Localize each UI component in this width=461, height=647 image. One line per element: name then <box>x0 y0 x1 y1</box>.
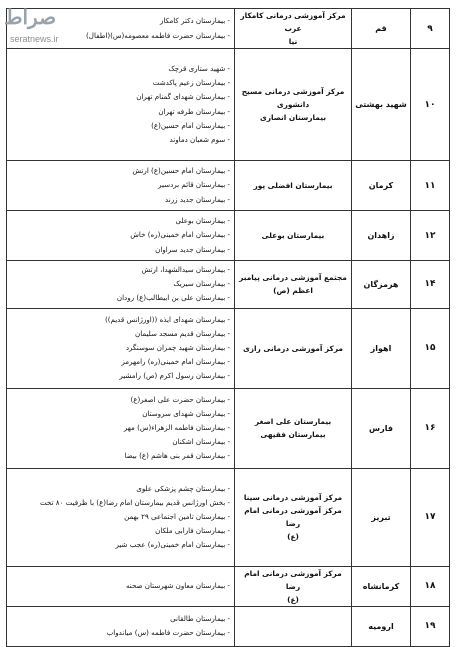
center-cell <box>235 49 352 161</box>
row-number: ۱۶ <box>411 388 450 468</box>
row-number: ۱۷ <box>411 468 450 566</box>
hospital-item: - بیمارستان چشم پزشکی علوی <box>136 483 230 493</box>
hospitals-cell <box>7 49 235 161</box>
province-cell: ارومیه <box>352 606 411 646</box>
table-row <box>7 308 450 388</box>
hospital-item: - بیمارستان جدید زرند <box>165 194 230 204</box>
hospitals-cell <box>7 161 235 211</box>
center-line: بیمارستان انصاری <box>259 113 327 122</box>
center-line: بیمارستان بوعلی <box>261 231 325 240</box>
row-number: ۹ <box>411 9 450 49</box>
province-cell: فارس <box>352 388 411 468</box>
hospitals-cell <box>7 388 235 468</box>
center-cell <box>235 211 352 261</box>
hospital-item: - بیمارستان امام خمینی(ره) خاش <box>130 230 230 240</box>
table-row <box>7 566 450 606</box>
hospitals-cell <box>7 566 235 606</box>
hospitals-cell <box>7 261 235 309</box>
table-row <box>7 261 450 309</box>
center-line: نیا <box>288 37 298 46</box>
row-number: ۱۲ <box>411 211 450 261</box>
hospital-item: - بیمارستان طالقانی <box>170 613 230 623</box>
center-cell <box>235 261 352 309</box>
hospital-item: - بیمارستان حضرت فاطمه معصومه(س)(اطفال) <box>86 30 230 40</box>
center-line: بیمارستان فقیهی <box>260 430 326 440</box>
center-line: بیمارستان افضلی پور <box>253 181 333 190</box>
hospital-item: - بیمارستان طرفه تهران <box>158 106 230 116</box>
province-cell: کرمانشاه <box>352 566 411 606</box>
row-number: ۱۹ <box>411 606 450 646</box>
center-line: بیمارستان علی اصغر <box>254 417 332 427</box>
hospitals-cell <box>7 308 235 388</box>
center-line: مرکز آموزشی درمانی امام رضا <box>244 568 342 591</box>
hospital-item: - بیمارستان قائم بردسیر <box>158 180 230 190</box>
hospitals-cell <box>7 606 235 646</box>
hospital-item: - بیمارستان امام حسین(ع) <box>151 120 230 130</box>
row-number: ۱۴ <box>411 261 450 309</box>
center-line: مرکز آموزشی درمانی مسیح <box>241 87 345 96</box>
province-cell: شهید بهشتی <box>352 49 411 161</box>
hospital-item: - بیمارستان اشکنان <box>172 437 230 447</box>
hospital-item: - بیمارستان فارابی ملکان <box>155 526 230 536</box>
hospital-item: - بیمارستان شهدای ایذه ((اورژانس قدیم)) <box>104 314 230 324</box>
table-row <box>7 606 450 646</box>
center-line: مرکز آموزشی درمانی سینا <box>243 493 343 503</box>
table-row <box>7 9 450 49</box>
center-cell <box>235 566 352 606</box>
hospital-item: - بیمارستان رسول اکرم (ص) رامشیر <box>119 371 230 381</box>
center-line: مرکز آموزشی درمانی کامکار عرب <box>240 11 346 33</box>
province-cell: تبریز <box>352 468 411 566</box>
row-number: ۱۱ <box>411 161 450 211</box>
hospital-item: - بیمارستان شهدای سروستان <box>142 408 230 418</box>
province-cell: زاهدان <box>352 211 411 261</box>
hospital-table <box>6 8 450 647</box>
center-line: (ع) <box>287 532 299 542</box>
hospital-item: - بیمارستان قمر بنی هاشم (ع) بیضا <box>124 451 230 461</box>
hospital-item: - بیمارستان علی بن ابیطالب(ع) رودان <box>116 293 230 303</box>
hospital-item: - بیمارستان معاون شهرستان صحنه <box>126 581 230 590</box>
hospital-item: - بیمارستان دکتر کامکار <box>159 16 230 26</box>
watermark-logo: صراط <box>4 5 57 29</box>
hospital-item: - بخش اورژانس قدیم بیمارستان امام رضا(ع) با ظرفیت ۸۰ تخت <box>39 497 230 507</box>
hospital-item: - بیمارستان شهید چمران سوسنگرد <box>125 343 230 352</box>
province-cell: هرمزگان <box>352 261 411 309</box>
province-cell: اهواز <box>352 308 411 388</box>
hospital-item: - بیمارستان حضرت فاطمه (س) میاندواب <box>106 628 230 638</box>
province-cell: قم <box>352 9 411 49</box>
table-row <box>7 211 450 261</box>
table-row <box>7 468 450 566</box>
hospitals-cell <box>7 211 235 261</box>
province-cell: کرمان <box>352 161 411 211</box>
center-line: مرکز آموزشی درمانی رازی <box>243 343 343 353</box>
row-number: ۱۰ <box>411 49 450 161</box>
center-cell <box>235 388 352 468</box>
row-number: ۱۸ <box>411 566 450 606</box>
hospital-item: - بیمارستان فاطمه الزهراء(س) مهر <box>123 423 230 432</box>
table-row <box>7 49 450 161</box>
hospital-item: - بیمارستان شهدای گمنام تهران <box>136 92 230 102</box>
hospital-item: - بیمارستان سیریک <box>173 279 230 289</box>
hospital-item: - بیمارستان زعیم پاکدشت <box>152 78 230 88</box>
center-cell <box>235 606 352 646</box>
center-cell <box>235 468 352 566</box>
hospital-item: - بیمارستان امام حسین(ع) ارتش <box>132 166 230 176</box>
center-cell <box>235 308 352 388</box>
center-cell <box>235 9 352 49</box>
hospital-item: - بیمارستان جدید سراوان <box>155 244 230 254</box>
watermark-site: seratnews.ir <box>10 34 59 44</box>
hospital-item: - بیمارستان امام خمینی(ره) رامهرمز <box>121 357 230 367</box>
center-line: مرکز آموزشی درمانی امام رضا <box>244 506 342 529</box>
hospital-item: - بیمارستان امام خمینی(ره) عجب شیر <box>115 540 230 550</box>
hospital-item: - بیمارستان حضرت علی اصغر(ع) <box>130 394 230 404</box>
hospital-item: - بیمارستان قدیم مسجد سلیمان <box>135 328 230 338</box>
row-number: ۱۵ <box>411 308 450 388</box>
table-row <box>7 161 450 211</box>
hospital-item: - بیمارستان تامین اجتماعی ۲۹ بهمن <box>124 512 230 521</box>
center-line: مجتمع آموزشی درمانی پیامبر <box>239 273 347 283</box>
hospital-item: - بیمارستان بوعلی <box>175 216 230 226</box>
hospital-item: - سوم شعبان دماوند <box>169 134 230 144</box>
center-cell <box>235 161 352 211</box>
center-line: دانشوری <box>276 100 310 109</box>
hospitals-cell <box>7 468 235 566</box>
hospital-item: - بیمارستان سیدالشهدا، ارتش <box>141 265 230 274</box>
hospital-item: - شهید ستاری قرچک <box>168 63 230 73</box>
center-line: اعظم (ص) <box>273 286 313 296</box>
center-line: (ع) <box>287 594 299 604</box>
table-row <box>7 388 450 468</box>
